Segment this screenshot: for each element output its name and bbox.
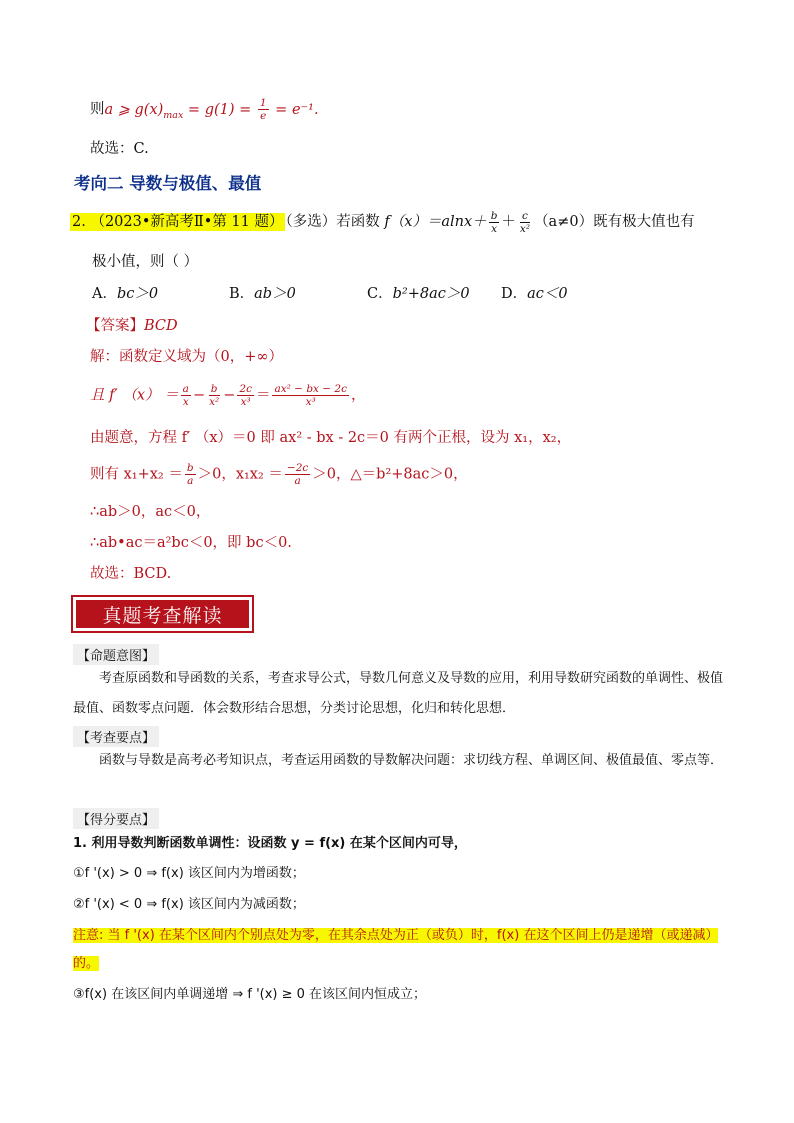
points-text: 函数与导数是高考必考知识点，考查运用函数的导数解决问题：求切线方程、单调区间、极值最值、零点等． <box>99 753 724 768</box>
option-c: C．b²+8ac＞0 <box>367 286 470 302</box>
banner-title: 真题考查解读 <box>75 599 250 629</box>
solution-line-2: 且 f′ （x） ＝ $\frac{a}{x}$ − $\frac{b}{\text{x²}}$ − $\frac{2c}{\text{x³}}$ ＝ $\frac{\text{ax² − bx − 2c}}{\text{x³}}$ ， <box>90 383 366 408</box>
option-d: D．ac＜0 <box>501 286 568 302</box>
intent-text: 考查原函数和导函数的关系，考查求导公式，导数几何意义及导数的应用，利用导数研究函数的单调性、极值最值、函数零点问题．体会数形结合思想，分类讨论思想，化归和转化思想． <box>73 671 724 716</box>
solution-line-6: ∴ab•ac＝a²bc＜0，即 bc＜0. <box>90 535 292 551</box>
keypoint-4: ③f(x) 在该区间内单调递增 ⇒ f '(x) ≥ 0 在该区间内恒成立； <box>73 987 427 1002</box>
solution-line-5: ∴ab＞0，ac＜0， <box>90 504 211 520</box>
solution-line-4: 则有 x₁+x₂ ＝ $\frac{b}{a}$ ＞0，x₁x₂ ＝ $\frac{-2c}{a}$ ＞0，△＝b²+8ac＞0， <box>90 462 468 487</box>
option-a: A．bc＞0 <box>92 286 159 302</box>
conclusion-expr: a ⩾ $g(x)_{max} = g(1)$ = $\frac{1}{e}$ = e⁻¹. <box>104 97 319 122</box>
section-banner <box>71 595 254 633</box>
points-label: 【考查要点】 <box>73 726 159 747</box>
conclusion-prefix: 则 <box>90 101 105 118</box>
answer-line: 【答案】BCD <box>86 318 178 334</box>
solution-line-7: 故选：BCD. <box>90 566 172 582</box>
section-heading: 考向二 导数与极值、最值 <box>74 174 262 193</box>
score-label: 【得分要点】 <box>73 808 159 829</box>
keypoint-3: ②f '(x) < 0 ⇒ f(x) 该区间内为减函数； <box>73 897 305 912</box>
solution-line-3: 由题意，方程 f′ （x）＝0 即 ax² - bx - 2c＝0 有两个正根，设为 x₁，x₂， <box>90 430 572 446</box>
question-line: 2. （2023•新高考Ⅱ•第 11 题） （多选）若函数 f（x）＝alnx＋ $\frac{b}{x}$ ＋ $\frac{c}{\text{x²}}$ （a≠0）既有极大值也有 <box>72 209 695 235</box>
options-row <box>92 283 568 305</box>
choice-line-1: 故选：C. <box>90 141 149 157</box>
keypoint-1: 1. 利用导数判断函数单调性：设函数 y = f(x) 在某个区间内可导， <box>73 836 467 851</box>
option-b: B．ab＞0 <box>229 286 296 302</box>
question-line-2: 极小值，则（ ） <box>92 254 199 270</box>
function-expr: f（x）＝alnx＋ <box>379 214 487 230</box>
solution-line-1: 解：函数定义域为（0，+∞） <box>90 349 283 365</box>
question-number: 2. （2023•新高考Ⅱ•第 11 题） <box>72 214 284 230</box>
highlighted-note: 注意: 当 f '(x) 在某个区间内个别点处为零，在其余点处为正（或负）时，f(x) 在这个区间上仍是递增（或递减）的。 <box>73 928 719 971</box>
question-text: （多选）若函数 <box>285 214 380 230</box>
intent-label: 【命题意图】 <box>73 644 159 665</box>
keypoint-2: ①f '(x) > 0 ⇒ f(x) 该区间内为增函数； <box>73 866 305 881</box>
conclusion-line <box>90 97 319 122</box>
